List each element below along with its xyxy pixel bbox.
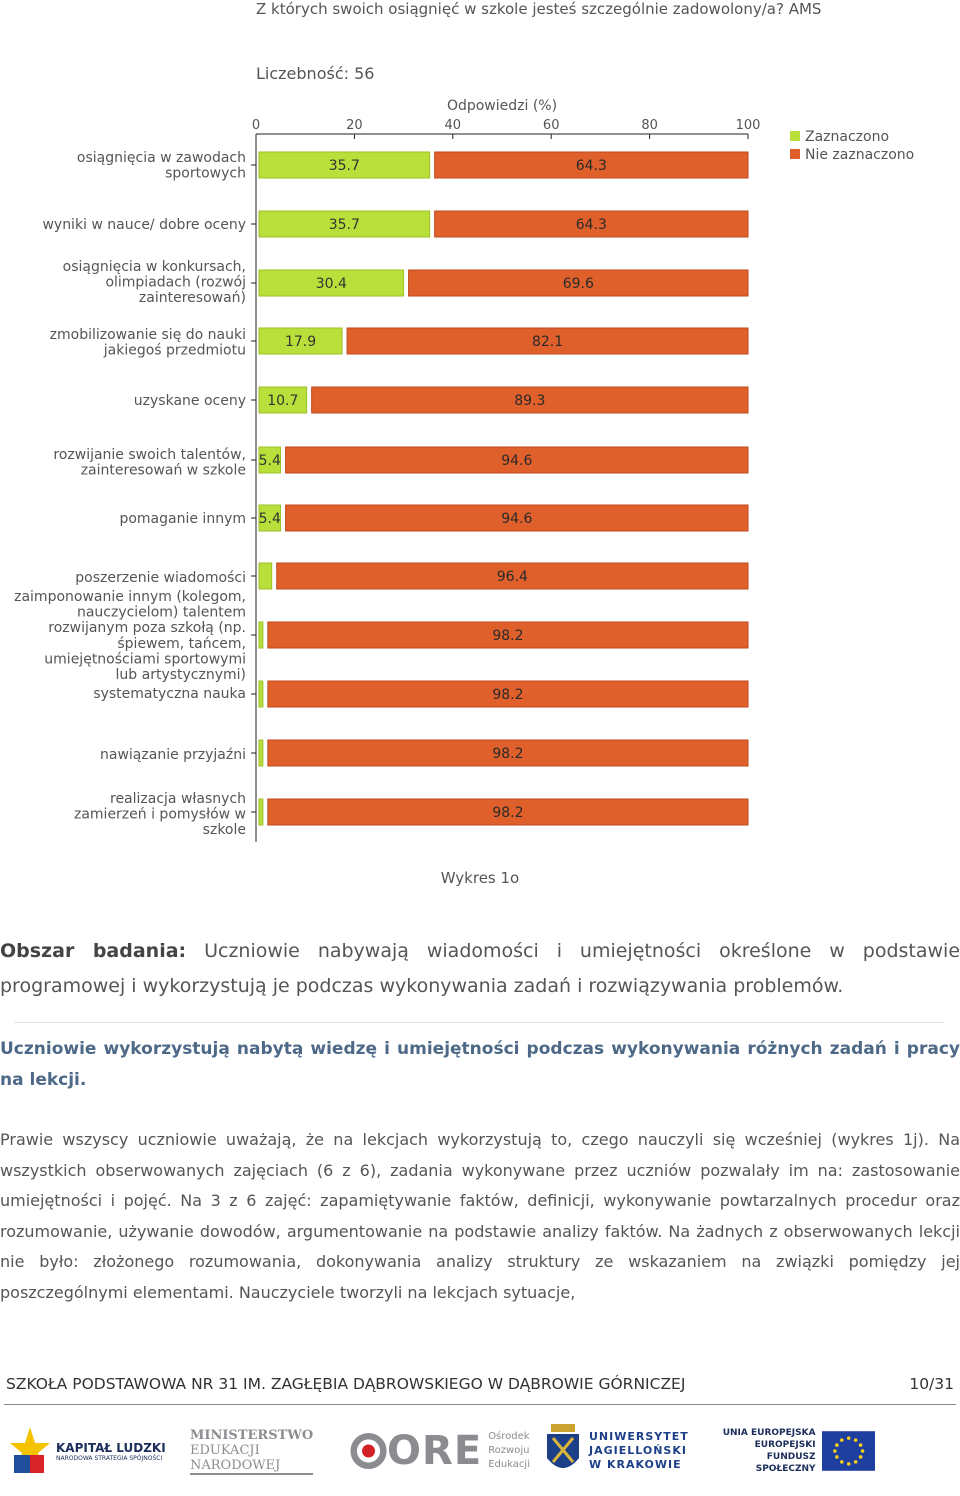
research-area: [0, 934, 960, 1004]
category-label: umiejętnościami sportowymi: [44, 651, 246, 668]
category-label: zainteresowań): [138, 290, 246, 307]
men-line-1: MINISTERSTWO: [190, 1427, 314, 1443]
eu-logo: [705, 1418, 875, 1484]
men-logo: [190, 1418, 320, 1484]
uj-line-1: UNIWERSYTET: [589, 1430, 689, 1443]
category-label: uzyskane oceny: [133, 393, 246, 409]
research-area-text: Uczniowie nabywają wiadomości i umiejętności określone w podstawie programowej i wykorzystują je podczas wykonywania zadań i rozwiązywania problemów.: [0, 940, 960, 997]
eu-line-2: EUROPEJSKI: [754, 1440, 816, 1450]
bar-label-nie-zaznaczono: 98.2: [492, 805, 524, 821]
bar-label-nie-zaznaczono: 94.6: [501, 511, 533, 527]
bar-zaznaczono: [259, 799, 263, 825]
category-label: śpiewem, tańcem,: [117, 635, 246, 652]
ore-line-3: Edukacji: [488, 1459, 530, 1470]
ore-text: ORE: [387, 1428, 483, 1474]
category-label: jakiegoś przedmiotu: [103, 342, 246, 359]
page-number: 10/31: [909, 1375, 954, 1393]
category-label: wyniki w nauce/ dobre oceny: [42, 217, 246, 233]
section-divider: [14, 1022, 944, 1023]
funding-logos: [0, 1418, 960, 1488]
footer-divider: [4, 1404, 956, 1405]
ore-line-2: Rozwoju: [488, 1445, 530, 1456]
bar-zaznaczono: [259, 681, 263, 707]
page-footer: [0, 1373, 960, 1399]
bar-label-zaznaczono: 35.7: [328, 217, 360, 233]
men-line-2: EDUKACJI: [190, 1442, 260, 1458]
eu-line-1: UNIA EUROPEJSKA: [722, 1428, 816, 1438]
x-tick-label: 60: [542, 118, 560, 133]
eu-flag-icon: [822, 1431, 875, 1471]
bar-label-zaznaczono: 5.4: [258, 511, 281, 527]
bar-zaznaczono: [259, 622, 263, 648]
bar-label-zaznaczono: 35.7: [328, 158, 360, 174]
uj-crest-icon: [545, 1422, 581, 1480]
category-label: pomaganie innym: [119, 511, 246, 527]
bar-label-nie-zaznaczono: 64.3: [575, 217, 607, 233]
eu-line-3: FUNDUSZ SPOŁECZNY: [755, 1452, 816, 1474]
bar-label-nie-zaznaczono: 64.3: [575, 158, 607, 174]
bar-label-nie-zaznaczono: 98.2: [492, 628, 524, 644]
chart-xlabel: Odpowiedzi (%): [446, 98, 558, 114]
bar-label-zaznaczono: 10.7: [267, 393, 299, 409]
category-label: nauczycielom) talentem: [76, 604, 246, 621]
category-label: osiągnięcia w konkursach,: [62, 259, 246, 275]
kapital-ludzki-logo: [10, 1418, 180, 1484]
legend-label: Zaznaczono: [805, 129, 890, 145]
kapital-ludzki-title: KAPITAŁ LUDZKI: [56, 1440, 166, 1455]
bar-label-nie-zaznaczono: 96.4: [496, 569, 528, 585]
chart-title: Z których swoich osiągnięć w szkole jesteś szczególnie zadowolony/a? AMS: [256, 0, 822, 18]
footer-school-name: SZKOŁA PODSTAWOWA NR 31 IM. ZAGŁĘBIA DĄBROWSKIEGO W DĄBROWIE GÓRNICZEJ: [6, 1375, 686, 1393]
category-label: olimpiadach (rozwój: [105, 274, 246, 291]
bar-label-nie-zaznaczono: 82.1: [531, 334, 564, 350]
bar-zaznaczono: [259, 740, 263, 766]
bar-label-zaznaczono: 5.4: [258, 453, 281, 469]
body-paragraph: Prawie wszyscy uczniowie uważają, że na lekcjach wykorzystują to, czego nauczyli się wcześniej (wykres 1j). Na wszystkich obserwowanych zajęciach (6 z 6), zadania wykonywane przez uczniów pozwalały im na: zastosowanie umiejętności i pojęć. Na 3 z 6 zajęć: zapamiętywanie faktów, definicji, wykonywanie powtarzalnych procedur oraz rozumowanie, używanie dowodów, argumentowanie na podstawie analizy faktów. Na żadnych z obserwowanych lekcji nie było: złożonego rozumowania, dokonywania analizy struktury ze wskazaniem na związki pomiędzy jej poszczególnymi elementami. Nauczyciele tworzyli na lekcjach sytuacje,: [0, 1130, 960, 1302]
bar-label-nie-zaznaczono: 89.3: [514, 393, 546, 409]
bar-label-nie-zaznaczono: 69.6: [562, 276, 594, 292]
category-label: rozwijanym poza szkołą (np.: [48, 620, 246, 637]
uj-line-3: W KRAKOWIE: [589, 1458, 682, 1471]
x-tick-label: 100: [735, 118, 761, 133]
category-label: poszerzenie wiadomości: [75, 570, 246, 586]
ore-logo: [350, 1418, 530, 1484]
category-label: zainteresowań w szkole: [80, 462, 246, 479]
legend-swatch: [790, 149, 800, 159]
chart-caption: Wykres 1o: [440, 869, 520, 887]
uj-line-2: JAGIELLOŃSKI: [589, 1444, 687, 1457]
bar-label-zaznaczono: 30.4: [315, 276, 347, 292]
category-label: sportowych: [165, 165, 246, 182]
legend-label: Nie zaznaczono: [805, 147, 915, 163]
category-label: nawiązanie przyjaźni: [100, 747, 246, 763]
bar-label-zaznaczono: 17.9: [284, 334, 317, 350]
bar-zaznaczono: [259, 563, 272, 589]
ore-line-1: Ośrodek: [488, 1431, 530, 1442]
kapital-ludzki-star-icon: [10, 1425, 50, 1477]
category-label: zaimponowanie innym (kolegom,: [14, 589, 246, 605]
research-area-label: Obszar badania:: [0, 940, 187, 962]
x-tick-label: 80: [641, 118, 658, 133]
kapital-ludzki-sub: NARODOWA STRATEGIA SPÓJNOŚCI: [56, 1454, 163, 1462]
men-line-3: NARODOWEJ: [190, 1458, 313, 1475]
category-label: realizacja własnych: [110, 791, 246, 807]
chart-count: Liczebność: 56: [256, 64, 375, 83]
category-label: rozwijanie swoich talentów,: [53, 447, 246, 463]
category-label: zmobilizowanie się do nauki: [49, 327, 246, 343]
ore-circle-icon: [350, 1431, 387, 1471]
bar-label-nie-zaznaczono: 94.6: [501, 453, 533, 469]
section-heading: Uczniowie wykorzystują nabytą wiedzę i umiejętności podczas wykonywania różnych zadań i pracy na lekcji.: [0, 1039, 960, 1090]
legend-swatch: [790, 131, 800, 141]
category-label: lub artystycznymi): [115, 667, 246, 683]
x-tick-label: 40: [444, 118, 462, 133]
bar-label-nie-zaznaczono: 98.2: [492, 746, 524, 762]
category-label: osiągnięcia w zawodach: [76, 150, 246, 166]
uj-logo: [545, 1418, 705, 1484]
x-tick-label: 0: [251, 118, 261, 133]
x-tick-label: 20: [346, 118, 363, 133]
category-label: zamierzeń i pomysłów w: [73, 806, 246, 823]
bar-label-nie-zaznaczono: 98.2: [492, 687, 524, 703]
category-label: szkole: [202, 822, 246, 839]
category-label: systematyczna nauka: [93, 686, 246, 702]
